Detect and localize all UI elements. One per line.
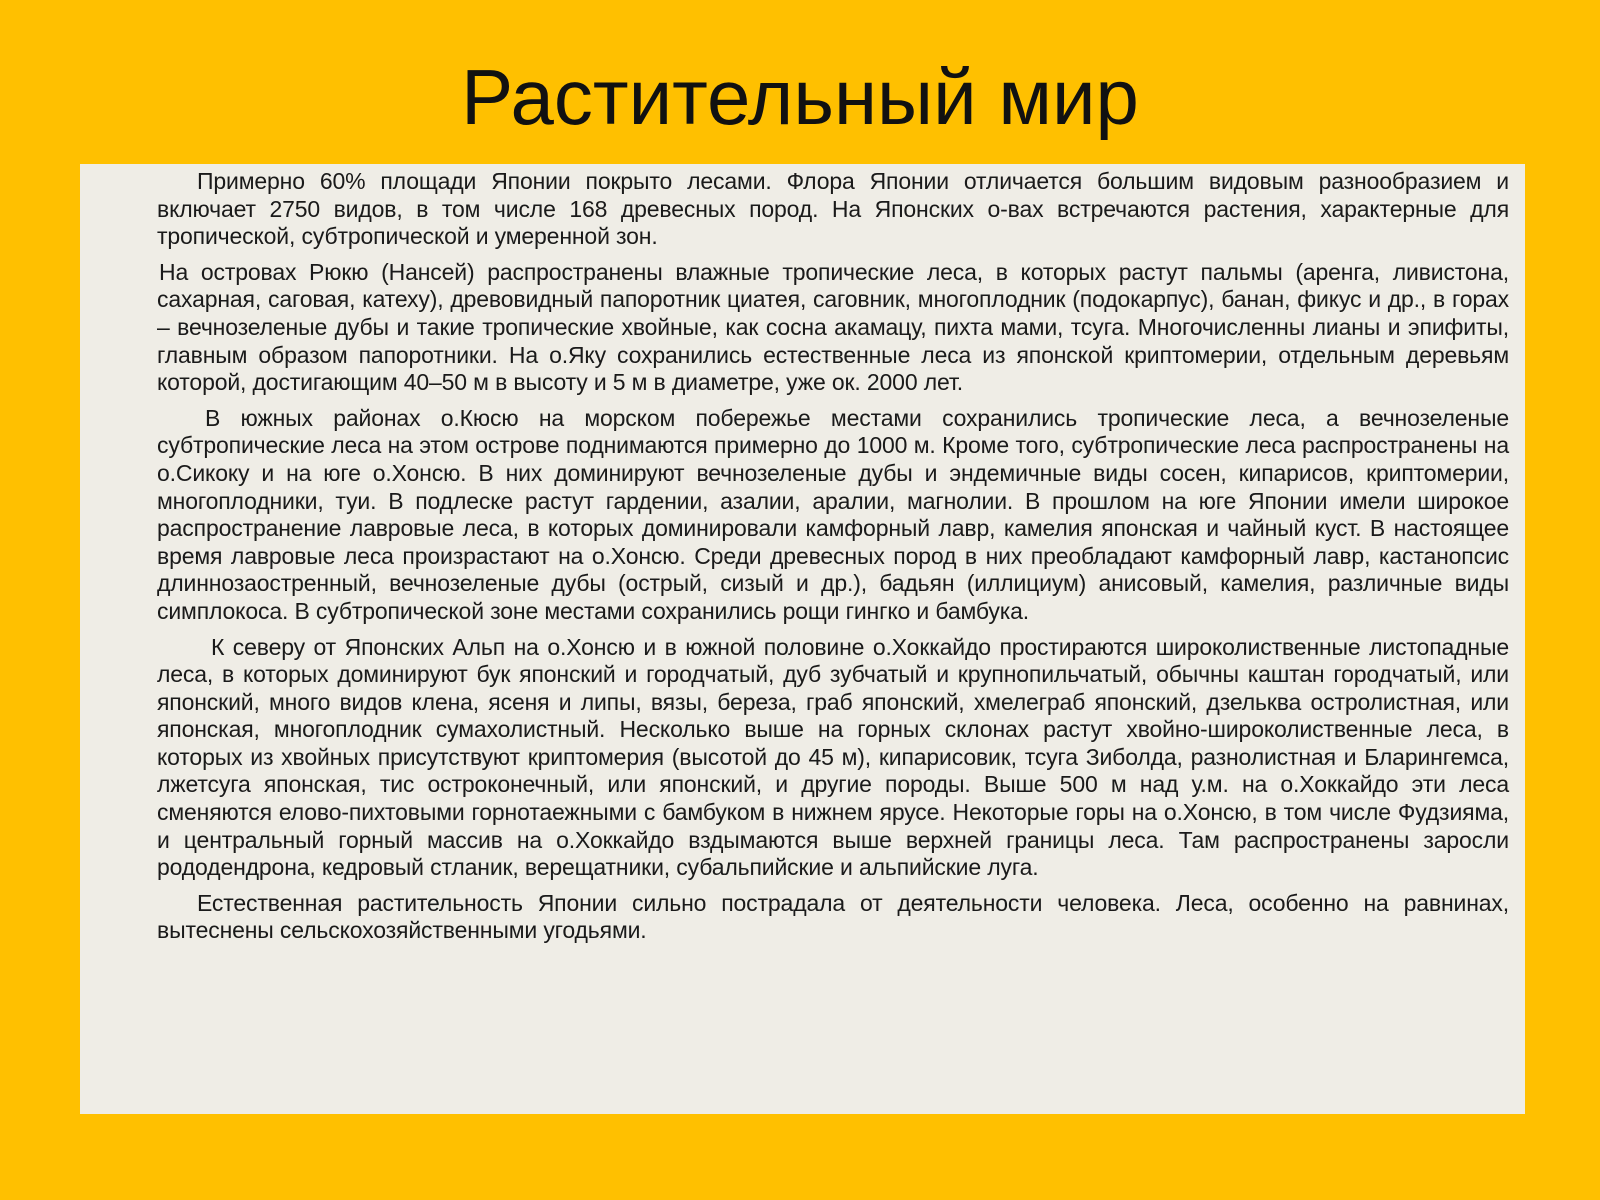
slide-title: Растительный мир — [461, 53, 1139, 141]
paragraph-intro: Примерно 60% площади Японии покрыто лесами. Флора Японии отличается большим видовым разнообразием и включает 2750 видов, в том числе 168 древесных пород. На Японских о-вах встречаются растения, характерные для тропической, субтропической и умеренной зон. — [157, 168, 1509, 250]
paragraph-human-impact: Естественная растительность Японии сильно пострадала от деятельности человека. Леса, особенно на равнинах, вытеснены сельскохозяйственными угодьями. — [157, 889, 1509, 944]
paragraph-ryukyu: На островах Рюкю (Нансей) распространены влажные тропические леса, в которых растут пальмы (аренга, ливистона, сахарная, саговая, катеху), древовидный папоротник циатея, саговник, многоплодник (подокарпус), банан, фикус и др., в горах – вечнозеленые дубы и такие тропические хвойные, как сосна акамацу, пихта мами, тсуга. Многочисленны лианы и эпифиты, главным образом папоротники. На о.Яку сохранились естественные леса из японской криптомерии, отдельным деревьям которой, достигающим 40–50 м в высоту и 5 м в диаметре, уже ок. 2000 лет. — [157, 258, 1509, 396]
paragraph-kyushu: В южных районах о.Кюсю на морском побережье местами сохранились тропические леса, а вечнозеленые субтропические леса на этом острове поднимаются примерно до 1000 м. Кроме того, субтропические леса распространены на о.Сикоку и на юге о.Хонсю. В них доминируют вечнозеленые дубы и эндемичные виды сосен, кипарисов, криптомерии, многоплодники, туи. В подлеске растут гардении, азалии, аралии, магнолии. В прошлом на юге Японии имели широкое распространение лавровые леса, в которых доминировали камфорный лавр, камелия японская и чайный куст. В настоящее время лавровые леса произрастают на о.Хонсю. Среди древесных пород в них преобладают камфорный лавр, кастанопсис длиннозаостренный, вечнозеленые дубы (острый, сизый и др.), бадьян (иллициум) анисовый, камелия, различные виды симплокоса. В субтропической зоне местами сохранились рощи гингко и бамбука. — [157, 404, 1509, 624]
paragraph-north: К северу от Японских Альп на о.Хонсю и в южной половине о.Хоккайдо простираются широколиственные листопадные леса, в которых доминируют бук японский и городчатый, дуб зубчатый и крупнопильчатый, обычны каштан городчатый, или японский, много видов клена, ясеня и липы, вязы, береза, граб японский, хмелеграб японский, дзельква остролистная, или японская, многоплодник сумахолистный. Несколько выше на горных склонах растут хвойно-широколиственные леса, в которых из хвойных присутствуют криптомерия (высотой до 45 м), кипарисовик, тсуга Зиболда, разнолистная и Бларингемса, лжетсуга японская, тис остроконечный, или японский, и другие породы. Выше 500 м над у.м. на о.Хоккайдо эти леса сменяются елово-пихтовыми горнотаежными с бамбуком в нижнем ярусе. Некоторые горы на о.Хонсю, в том числе Фудзияма, и центральный горный массив на о.Хоккайдо вздымаются выше верхней границы леса. Там распространены заросли рододендрона, кедровый стланик, верещатники, субальпийские и альпийские луга. — [157, 633, 1509, 881]
content-box — [80, 164, 1525, 1114]
